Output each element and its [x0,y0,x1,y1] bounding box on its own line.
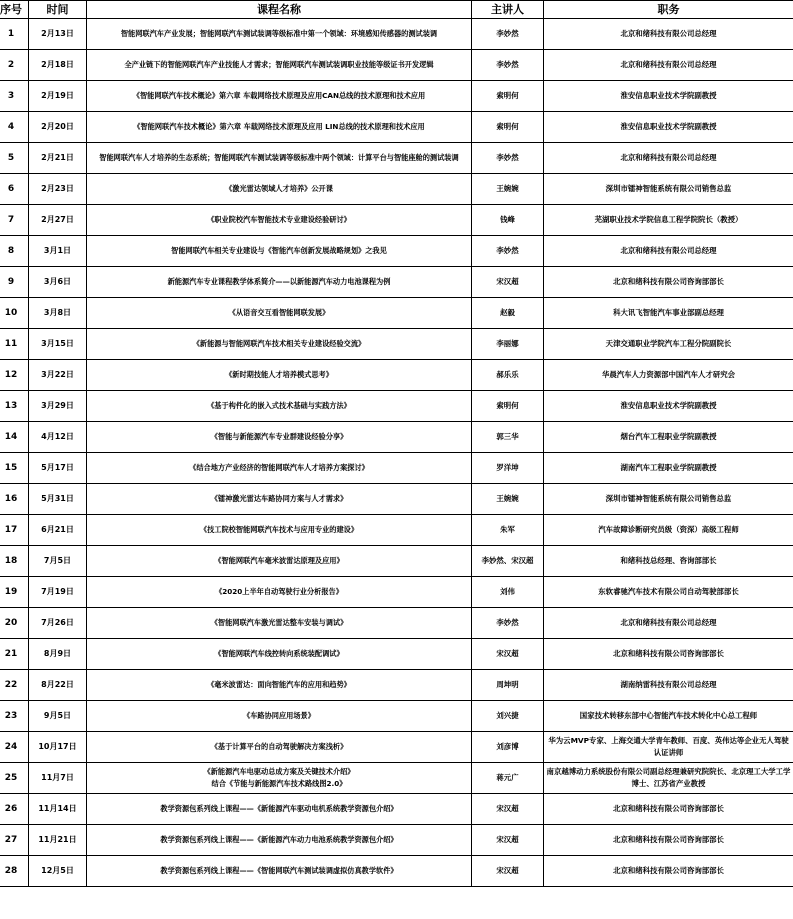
row-number: 16 [0,484,29,515]
row-number: 14 [0,422,29,453]
row-speaker: 蒋元广 [472,763,544,794]
row-course-name: 新能源汽车专业课程教学体系简介——以新能源汽车动力电池课程为例 [87,267,472,298]
row-number: 10 [0,298,29,329]
row-speaker-title: 北京和绪科技有限公司咨询部部长 [544,794,793,825]
row-date: 11月21日 [29,825,87,856]
row-speaker-title: 汽车故障诊断研究员级（资深）高级工程师 [544,515,793,546]
row-speaker-title: 深圳市镭神智能系统有限公司销售总监 [544,484,793,515]
table-row [0,794,793,825]
row-course-name: 《智能网联汽车技术概论》第六章 车载网络技术原理及应用 LIN总线的技术原理和技术应用 [87,112,472,143]
row-date: 7月26日 [29,608,87,639]
row-speaker: 李妙然 [472,608,544,639]
table-row [0,112,793,143]
table-row [0,453,793,484]
row-speaker: 宋汉超 [472,267,544,298]
row-speaker: 王婉婉 [472,174,544,205]
table-row [0,670,793,701]
row-date: 7月5日 [29,546,87,577]
row-speaker: 刘伟 [472,577,544,608]
row-course-name [87,763,472,794]
row-course-name: 《智能网联汽车线控转向系统装配调试》 [87,639,472,670]
row-course-name: 《智能与新能源汽车专业群建设经验分享》 [87,422,472,453]
row-speaker-title: 北京和绪科技有限公司咨询部部长 [544,639,793,670]
row-course-name: 《智能网联汽车激光雷达整车安装与调试》 [87,608,472,639]
row-speaker: 罗洋坤 [472,453,544,484]
table-row [0,143,793,174]
row-speaker-title: 南京越博动力系统股份有限公司副总经理兼研究院院长、北京理工大学工学博士、江苏省产业教授 [544,763,793,794]
row-date: 5月17日 [29,453,87,484]
row-date: 12月5日 [29,856,87,887]
table-row [0,422,793,453]
row-date: 3月22日 [29,360,87,391]
table-row [0,391,793,422]
table-row [0,639,793,670]
table-row [0,174,793,205]
row-speaker: 宋汉超 [472,794,544,825]
row-number: 23 [0,701,29,732]
row-speaker: 钱峰 [472,205,544,236]
row-date: 6月21日 [29,515,87,546]
row-number: 19 [0,577,29,608]
row-number: 25 [0,763,29,794]
row-course-name: 《结合地方产业经济的智能网联汽车人才培养方案探讨》 [87,453,472,484]
row-course-name: 智能网联汽车产业发展；智能网联汽车测试装调等级标准中第一个领域：环境感知传感器的测试装调 [87,19,472,50]
row-speaker: 索明何 [472,81,544,112]
row-course-name: 《基于计算平台的自动驾驶解决方案浅析》 [87,732,472,763]
row-speaker-title: 北京和绪科技有限公司总经理 [544,50,793,81]
table-row [0,732,793,763]
row-number: 2 [0,50,29,81]
table-row [0,81,793,112]
row-date: 2月21日 [29,143,87,174]
header-speaker: 主讲人 [472,1,544,19]
row-date: 3月29日 [29,391,87,422]
row-date: 2月20日 [29,112,87,143]
row-date: 10月17日 [29,732,87,763]
row-speaker: 朱军 [472,515,544,546]
row-speaker-title: 深圳市镭神智能系统有限公司销售总监 [544,174,793,205]
table-row [0,50,793,81]
row-number: 11 [0,329,29,360]
row-speaker: 索明何 [472,112,544,143]
header-title: 职务 [544,1,793,19]
table-row [0,546,793,577]
row-speaker: 李妙然 [472,19,544,50]
table-row [0,825,793,856]
row-date: 3月15日 [29,329,87,360]
row-date: 11月7日 [29,763,87,794]
header-row [0,1,793,19]
row-speaker-title: 天津交通职业学院汽车工程分院副院长 [544,329,793,360]
row-number: 12 [0,360,29,391]
row-speaker-title: 国家技术转移东部中心智能汽车技术转化中心总工程师 [544,701,793,732]
row-course-name: 《技工院校智能网联汽车技术与应用专业的建设》 [87,515,472,546]
row-number: 22 [0,670,29,701]
table-row [0,236,793,267]
row-course-name: 《镭神激光雷达车路协同方案与人才需求》 [87,484,472,515]
row-number: 13 [0,391,29,422]
row-date: 8月22日 [29,670,87,701]
row-speaker-title: 华为云MVP专家、上海交通大学青年教师、百度、英伟达等企业无人驾驶认证讲师 [544,732,793,763]
table-row [0,515,793,546]
table-row [0,19,793,50]
row-speaker-title: 北京和绪科技有限公司总经理 [544,143,793,174]
row-speaker: 宋汉超 [472,856,544,887]
row-date: 9月5日 [29,701,87,732]
row-number: 5 [0,143,29,174]
course-name-line: 结合《节能与新能源汽车技术路线图2.0》 [211,779,347,788]
row-speaker: 郝乐乐 [472,360,544,391]
table-row [0,484,793,515]
row-number: 21 [0,639,29,670]
table-row [0,329,793,360]
row-speaker-title: 华晨汽车人力资源部中国汽车人才研究会 [544,360,793,391]
row-speaker-title: 北京和绪科技有限公司咨询部部长 [544,267,793,298]
row-date: 2月18日 [29,50,87,81]
row-speaker: 李丽娜 [472,329,544,360]
row-course-name: 《新时期技能人才培养模式思考》 [87,360,472,391]
row-speaker-title: 科大讯飞智能汽车事业部副总经理 [544,298,793,329]
row-speaker-title: 北京和绪科技有限公司总经理 [544,608,793,639]
row-speaker-title: 淮安信息职业技术学院副教授 [544,112,793,143]
row-date: 2月23日 [29,174,87,205]
row-speaker-title: 湖南汽车工程职业学院副教授 [544,453,793,484]
row-date: 3月8日 [29,298,87,329]
table-row [0,763,793,794]
row-course-name: 智能网联汽车相关专业建设与《智能汽车创新发展战略规划》之我见 [87,236,472,267]
table-row [0,298,793,329]
row-date: 2月19日 [29,81,87,112]
row-speaker-title: 北京和绪科技有限公司总经理 [544,19,793,50]
table-row [0,205,793,236]
row-speaker-title: 芜湖职业技术学院信息工程学院院长（教授） [544,205,793,236]
row-date: 2月27日 [29,205,87,236]
row-number: 24 [0,732,29,763]
row-speaker-title: 烟台汽车工程职业学院副教授 [544,422,793,453]
table-body [0,19,793,887]
row-course-name: 《毫米波雷达：面向智能汽车的应用和趋势》 [87,670,472,701]
row-number: 20 [0,608,29,639]
row-course-name: 《新能源与智能网联汽车技术相关专业建设经验交流》 [87,329,472,360]
row-course-name: 《激光雷达领域人才培养》公开课 [87,174,472,205]
row-number: 27 [0,825,29,856]
row-number: 15 [0,453,29,484]
row-speaker: 李妙然 [472,143,544,174]
row-speaker-title: 北京和绪科技有限公司咨询部部长 [544,825,793,856]
row-course-name: 智能网联汽车人才培养的生态系统；智能网联汽车测试装调等级标准中两个领域：计算平台与智能座舱的测试装调 [87,143,472,174]
row-course-name: 《智能网联汽车技术概论》第六章 车载网络技术原理及应用CAN总线的技术原理和技术应用 [87,81,472,112]
header-date: 时间 [29,1,87,19]
row-speaker: 宋汉超 [472,639,544,670]
row-speaker-title: 湖南纳雷科技有限公司总经理 [544,670,793,701]
table-row [0,267,793,298]
course-name-line: 《新能源汽车电驱动总成方案及关键技术介绍》 [203,767,355,776]
row-number: 17 [0,515,29,546]
row-speaker-title: 北京和绪科技有限公司总经理 [544,236,793,267]
row-speaker-title: 淮安信息职业技术学院副教授 [544,391,793,422]
row-course-name: 《职业院校汽车智能技术专业建设经验研讨》 [87,205,472,236]
row-number: 28 [0,856,29,887]
row-date: 11月14日 [29,794,87,825]
row-speaker: 赵毅 [472,298,544,329]
row-course-name: 教学资源包系列线上课程——《智能网联汽车测试装调虚拟仿真教学软件》 [87,856,472,887]
row-speaker: 王婉婉 [472,484,544,515]
row-course-name: 《车路协同应用场景》 [87,701,472,732]
table-row [0,608,793,639]
row-number: 7 [0,205,29,236]
row-number: 6 [0,174,29,205]
row-number: 26 [0,794,29,825]
row-course-name: 全产业链下的智能网联汽车产业技能人才需求；智能网联汽车测试装调职业技能等级证书开发逻辑 [87,50,472,81]
row-course-name: 教学资源包系列线上课程——《新能源汽车动力电池系统教学资源包介绍》 [87,825,472,856]
row-number: 9 [0,267,29,298]
table-row [0,360,793,391]
row-speaker: 李妙然 [472,50,544,81]
table-row [0,701,793,732]
row-date: 7月19日 [29,577,87,608]
row-date: 3月1日 [29,236,87,267]
table-row [0,856,793,887]
row-speaker: 周坤明 [472,670,544,701]
row-speaker: 刘彦博 [472,732,544,763]
row-number: 4 [0,112,29,143]
row-number: 3 [0,81,29,112]
row-speaker-title: 北京和绪科技有限公司咨询部部长 [544,856,793,887]
header-no: 序号 [0,1,29,19]
row-speaker-title: 东软睿驰汽车技术有限公司自动驾驶部部长 [544,577,793,608]
row-number: 8 [0,236,29,267]
table-header [0,1,793,19]
row-course-name: 《基于构件化的嵌入式技术基础与实践方法》 [87,391,472,422]
row-speaker-title: 淮安信息职业技术学院副教授 [544,81,793,112]
row-number: 1 [0,19,29,50]
row-course-name: 《从语音交互看智能网联发展》 [87,298,472,329]
row-course-name: 《2020上半年自动驾驶行业分析报告》 [87,577,472,608]
row-date: 3月6日 [29,267,87,298]
row-number: 18 [0,546,29,577]
table-row [0,577,793,608]
row-date: 8月9日 [29,639,87,670]
row-speaker: 李妙然 [472,236,544,267]
row-speaker: 刘兴捷 [472,701,544,732]
row-date: 4月12日 [29,422,87,453]
row-speaker: 索明何 [472,391,544,422]
row-course-name: 教学资源包系列线上课程——《新能源汽车驱动电机系统教学资源包介绍》 [87,794,472,825]
row-date: 2月13日 [29,19,87,50]
row-course-name: 《智能网联汽车毫米波雷达原理及应用》 [87,546,472,577]
row-speaker: 宋汉超 [472,825,544,856]
row-speaker: 李妙然、宋汉超 [472,546,544,577]
row-speaker-title: 和绪科技总经理、咨询部部长 [544,546,793,577]
row-date: 5月31日 [29,484,87,515]
header-course: 课程名称 [87,1,472,19]
row-speaker: 郭三华 [472,422,544,453]
